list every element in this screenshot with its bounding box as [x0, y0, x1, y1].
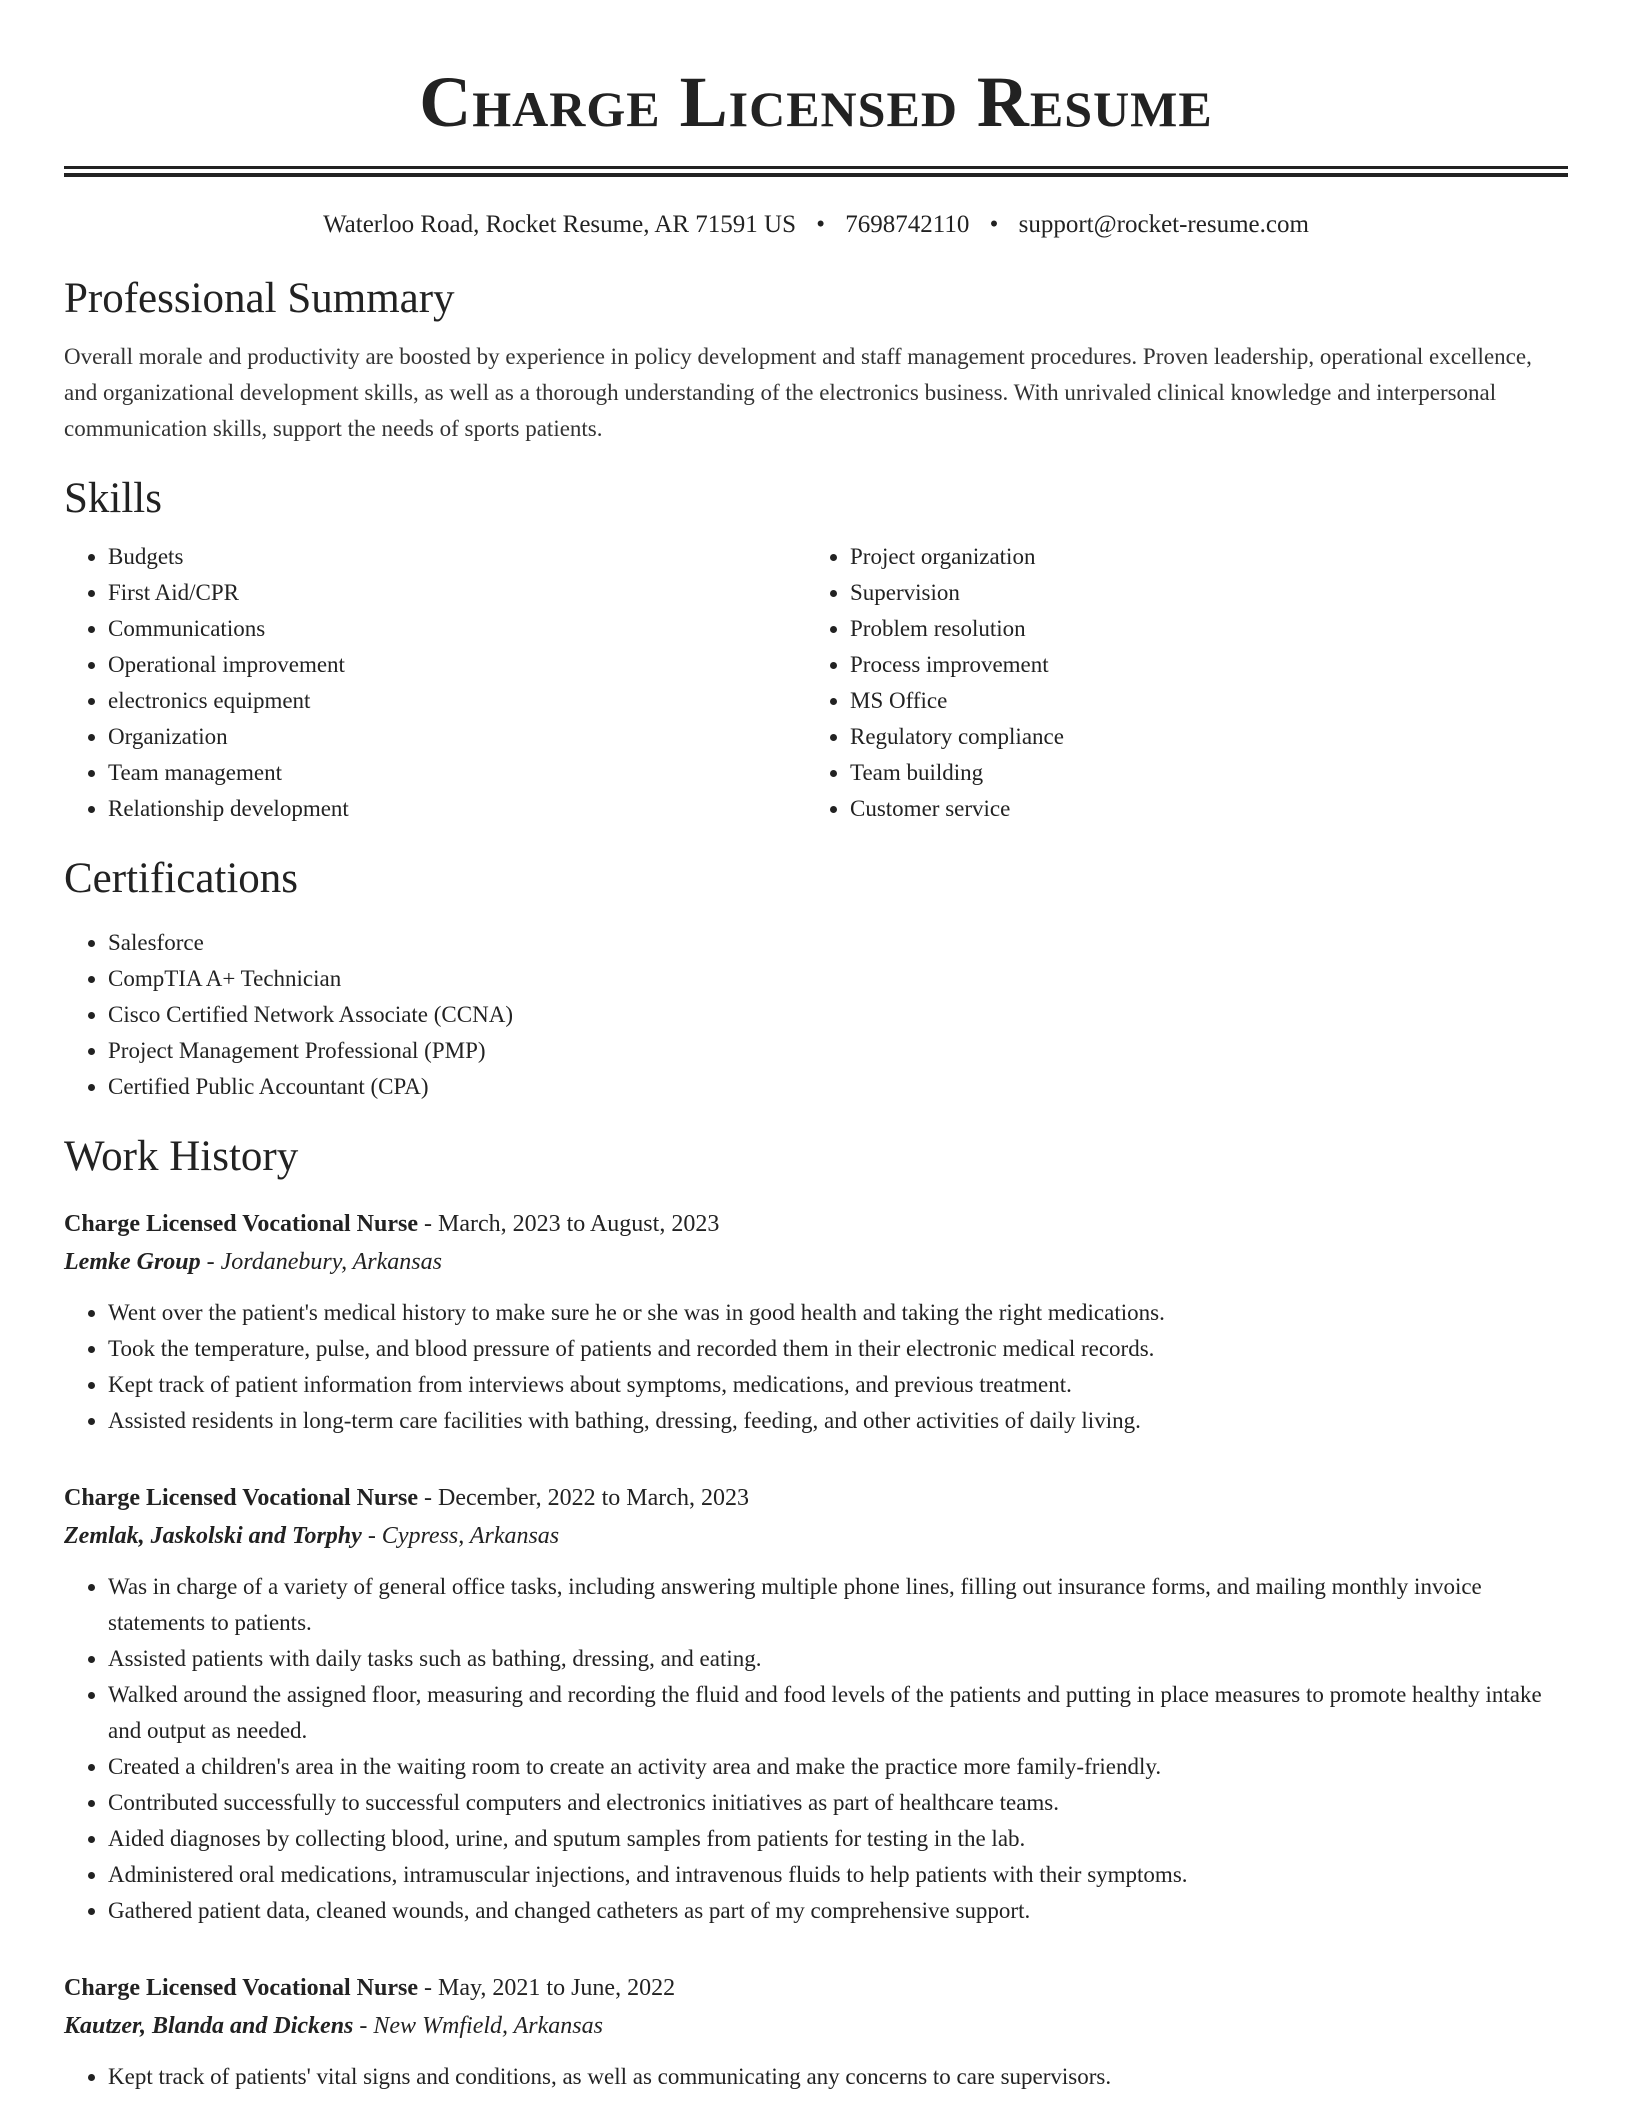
- certification-item: • Certified Public Accountant (CPA): [108, 1069, 1568, 1105]
- contact-line: [64, 209, 1568, 241]
- employer-name: Zemlak, Jaskolski and Torphy: [64, 1523, 362, 1549]
- certification-item: • Cisco Certified Network Associate (CCNA): [108, 997, 1568, 1033]
- job-dates: - May, 2021 to June, 2022: [418, 1975, 676, 2001]
- work-history-section: [64, 1131, 1568, 2095]
- contact-address: Waterloo Road, Rocket Resume, AR 71591 US: [323, 211, 797, 238]
- employer-location: - Jordanebury, Arkansas: [200, 1249, 442, 1275]
- job-title-line: [64, 1969, 1568, 2007]
- skill-item: • Project organization: [850, 539, 1548, 575]
- skills-heading: Skills: [64, 475, 162, 522]
- job-bullet: • Contributed successfully to successful computers and electronics initiatives as part of healthcare teams.: [108, 1785, 1568, 1821]
- certification-item: • CompTIA A+ Technician: [108, 961, 1568, 997]
- skills-list-right: [806, 539, 1548, 827]
- job-bullet: • Administered oral medications, intramuscular injections, and intravenous fluids to help patients with their symptoms.: [108, 1857, 1568, 1893]
- job-bullet: • Assisted patients with daily tasks such as bathing, dressing, and eating.: [108, 1641, 1568, 1677]
- job-bullet: • Took the temperature, pulse, and blood pressure of patients and recorded them in their electronic medical records.: [108, 1331, 1568, 1367]
- skill-item: • Problem resolution: [850, 611, 1548, 647]
- skills-section: [64, 473, 1568, 827]
- title-divider-thin: [64, 173, 1568, 177]
- summary-heading: Professional Summary: [64, 275, 455, 322]
- employer-name: Kautzer, Blanda and Dickens: [64, 2013, 354, 2039]
- employer-line: [64, 1517, 1568, 1555]
- employer-location: - Cypress, Arkansas: [361, 1523, 560, 1549]
- contact-separator: •: [816, 211, 826, 238]
- skills-column-left: [64, 539, 806, 827]
- summary-section: [64, 273, 1568, 447]
- skill-item: • MS Office: [850, 683, 1548, 719]
- job-title-line: [64, 1205, 1568, 1243]
- resume-title: Charge Licensed Resume: [419, 62, 1213, 142]
- skill-item: • Organization: [108, 719, 806, 755]
- employer-location: - New Wmfield, Arkansas: [353, 2013, 603, 2039]
- certifications-list: [64, 925, 1568, 1105]
- job-title-line: [64, 1479, 1568, 1517]
- skills-list-left: [64, 539, 806, 827]
- skill-item: • Operational improvement: [108, 647, 806, 683]
- job-bullet: • Went over the patient's medical history to make sure he or she was in good health and taking the right medications.: [108, 1295, 1568, 1331]
- certifications-heading: Certifications: [64, 855, 299, 902]
- skill-item: • Team management: [108, 755, 806, 791]
- skills-columns: [64, 539, 1568, 827]
- job-entry: [64, 1479, 1568, 1929]
- skill-item: • Customer service: [850, 791, 1548, 827]
- job-title: Charge Licensed Vocational Nurse: [64, 1485, 418, 1511]
- skills-column-right: [806, 539, 1548, 827]
- job-bullet: • Kept track of patient information from interviews about symptoms, medications, and previous treatment.: [108, 1367, 1568, 1403]
- skill-item: • Relationship development: [108, 791, 806, 827]
- contact-phone: 7698742110: [845, 211, 970, 238]
- job-title: Charge Licensed Vocational Nurse: [64, 1975, 418, 2001]
- certifications-section: [64, 853, 1568, 1105]
- skill-item: • First Aid/CPR: [108, 575, 806, 611]
- job-bullet: • Walked around the assigned floor, measuring and recording the fluid and food levels of the patients and putting in place measures to promote healthy intake and output as needed.: [108, 1677, 1568, 1749]
- employer-line: [64, 2007, 1568, 2045]
- work-history-heading: Work History: [64, 1133, 299, 1180]
- job-entry: [64, 1205, 1568, 1439]
- job-bullet: • Was in charge of a variety of general office tasks, including answering multiple phone lines, filling out insurance forms, and mailing monthly invoice statements to patients.: [108, 1569, 1568, 1641]
- job-bullets: [64, 1295, 1568, 1439]
- skill-item: • Process improvement: [850, 647, 1548, 683]
- contact-email: support@rocket-resume.com: [1018, 211, 1309, 238]
- certification-item: • Salesforce: [108, 925, 1568, 961]
- skill-item: • Supervision: [850, 575, 1548, 611]
- skill-item: • Team building: [850, 755, 1548, 791]
- job-bullet: • Kept track of patients' vital signs and conditions, as well as communicating any concerns to care supervisors.: [108, 2059, 1568, 2095]
- resume-page: [64, 0, 1568, 2095]
- job-bullet: • Assisted residents in long-term care facilities with bathing, dressing, feeding, and other activities of daily living.: [108, 1403, 1568, 1439]
- employer-name: Lemke Group: [64, 1249, 201, 1275]
- job-title: Charge Licensed Vocational Nurse: [64, 1211, 418, 1237]
- job-bullet: • Aided diagnoses by collecting blood, urine, and sputum samples from patients for testing in the lab.: [108, 1821, 1568, 1857]
- job-entry: [64, 1969, 1568, 2095]
- job-bullets: [64, 1569, 1568, 1929]
- summary-text: Overall morale and productivity are boosted by experience in policy development and staff management procedures. Proven leadership, operational excellence, and organizational development skills, as well as a thorough understanding of the electronics business. With unrivaled clinical knowledge and interpersonal communication skills, support the needs of sports patients.: [64, 344, 1532, 441]
- contact-separator: •: [989, 211, 999, 238]
- job-bullet: • Gathered patient data, cleaned wounds, and changed catheters as part of my comprehensive support.: [108, 1893, 1568, 1929]
- certification-item: • Project Management Professional (PMP): [108, 1033, 1568, 1069]
- title-divider-thick: [64, 166, 1568, 169]
- skill-item: • Budgets: [108, 539, 806, 575]
- skill-item: • electronics equipment: [108, 683, 806, 719]
- skill-item: • Communications: [108, 611, 806, 647]
- job-bullet: • Created a children's area in the waiting room to create an activity area and make the practice more family-friendly.: [108, 1749, 1568, 1785]
- job-dates: - March, 2023 to August, 2023: [418, 1211, 720, 1237]
- job-bullets: [64, 2059, 1568, 2095]
- job-dates: - December, 2022 to March, 2023: [418, 1485, 749, 1511]
- employer-line: [64, 1243, 1568, 1281]
- skill-item: • Regulatory compliance: [850, 719, 1548, 755]
